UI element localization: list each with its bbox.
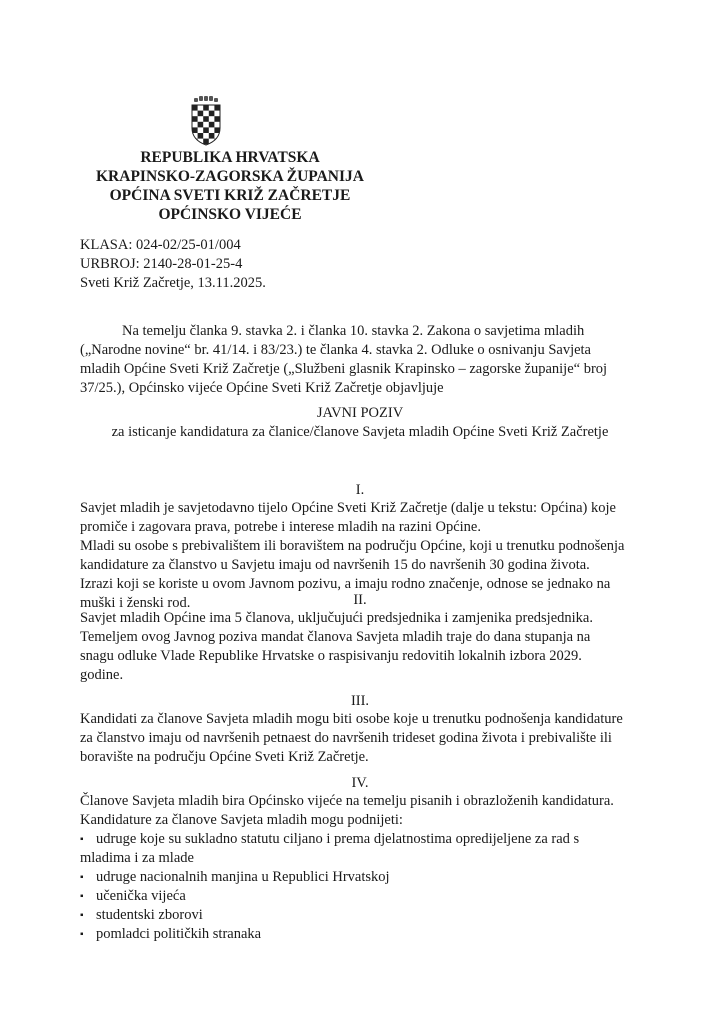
list-item: ▪ pomladci političkih stranaka	[80, 925, 640, 944]
header-county: KRAPINSKO-ZAGORSKA ŽUPANIJA	[96, 168, 364, 185]
section-body	[80, 710, 640, 767]
section-line: Temeljem ovog Javnog poziva mandat članova Savjeta mladih traje do dana stupanja na	[80, 629, 591, 645]
section-line: za članstvo imaju od navršenih petnaest do navršenih trideset godina života i prebivalište ili	[80, 730, 612, 746]
section-body	[80, 609, 640, 685]
list-item: ▪ učenička vijeća	[80, 887, 640, 906]
section-line: promiče i zagovara prava, potrebe i interese mladih na razini Općine.	[80, 519, 481, 535]
intro-line: mladih Općine Sveti Križ Začretje („Službeni glasnik Krapinsko – zagorske županije“ broj	[80, 361, 608, 377]
header-council: OPĆINSKO VIJEĆE	[158, 206, 302, 223]
document-title	[80, 404, 640, 442]
title-main: JAVNI POZIV	[316, 405, 404, 421]
title-sub: za isticanje kandidatura za članice/članove Savjeta mladih Općine Sveti Križ Začretje	[111, 424, 609, 440]
header-country: REPUBLIKA HRVATSKA	[140, 149, 320, 166]
header-municipality: OPĆINA SVETI KRIŽ ZAČRETJE	[109, 187, 351, 204]
nominator-list	[80, 830, 640, 944]
section-line: boravište na području Općine Sveti Križ Začretje.	[80, 749, 369, 765]
urbroj: URBROJ: 2140-28-01-25-4	[80, 256, 243, 272]
document-header	[80, 148, 380, 224]
section-line: Kandidature za članove Savjeta mladih mogu podnijeti:	[80, 812, 403, 828]
section-line: godine.	[80, 667, 124, 683]
section-line: Kandidati za članove Savjeta mladih mogu biti osobe koje u trenutku podnošenja kandidature	[80, 711, 623, 727]
list-item: ▪ udruge nacionalnih manjina u Republici Hrvatskoj	[80, 868, 640, 887]
intro-paragraph	[80, 322, 640, 398]
place-date: Sveti Križ Začretje, 13.11.2025.	[80, 275, 266, 291]
section-line: Savjet mladih Općine ima 5 članova, uključujući predsjednika i zamjenika predsjednika.	[80, 610, 593, 626]
section-line: Izrazi koji se koriste u ovom Javnom pozivu, a imaju rodno značenje, odnose se jednako na	[80, 576, 611, 592]
section-line: muški i ženski rod.	[80, 595, 191, 611]
list-item-continuation: mladima i za mlade	[80, 850, 194, 866]
intro-line: („Narodne novine“ br. 41/14. i 83/23.) te članka 4. stavka 2. Odluke o osnivanju Savjeta	[80, 342, 591, 358]
section-line: Mladi su osobe s prebivalištem ili boravištem na području Općine, koji u trenutku podnošenja	[80, 538, 625, 554]
croatian-coat-of-arms-icon	[188, 96, 224, 146]
section-number: II.	[353, 592, 367, 608]
section-number: I.	[355, 482, 365, 498]
section-body	[80, 792, 640, 830]
section-line: kandidature za članstvo u Savjetu imaju od navršenih 15 do navršenih 30 godina života.	[80, 557, 590, 573]
list-item: ▪ udruge koje su sukladno statutu ciljano i prema djelatnostima opredijeljene za rad s	[80, 830, 640, 849]
intro-line: Na temelju članka 9. stavka 2. i članka 10. stavka 2. Zakona o savjetima mladih	[122, 323, 585, 339]
section-number: IV.	[351, 775, 369, 791]
document-meta	[80, 236, 266, 293]
section-line: snagu odluke Vlade Republike Hrvatske o raspisivanju redovitih lokalnih izbora 2029.	[80, 648, 582, 664]
list-item: ▪ studentski zborovi	[80, 906, 640, 925]
intro-line: 37/25.), Općinsko vijeće Općine Sveti Križ Začretje objavljuje	[80, 380, 444, 396]
section-line: Savjet mladih je savjetodavno tijelo Općine Sveti Križ Začretje (dalje u tekstu: Općina) koje	[80, 500, 616, 516]
section-line: Članove Savjeta mladih bira Općinsko vijeće na temelju pisanih i obrazloženih kandidatura.	[80, 793, 614, 809]
klasa: KLASA: 024-02/25-01/004	[80, 237, 241, 253]
section-number: III.	[350, 693, 370, 709]
